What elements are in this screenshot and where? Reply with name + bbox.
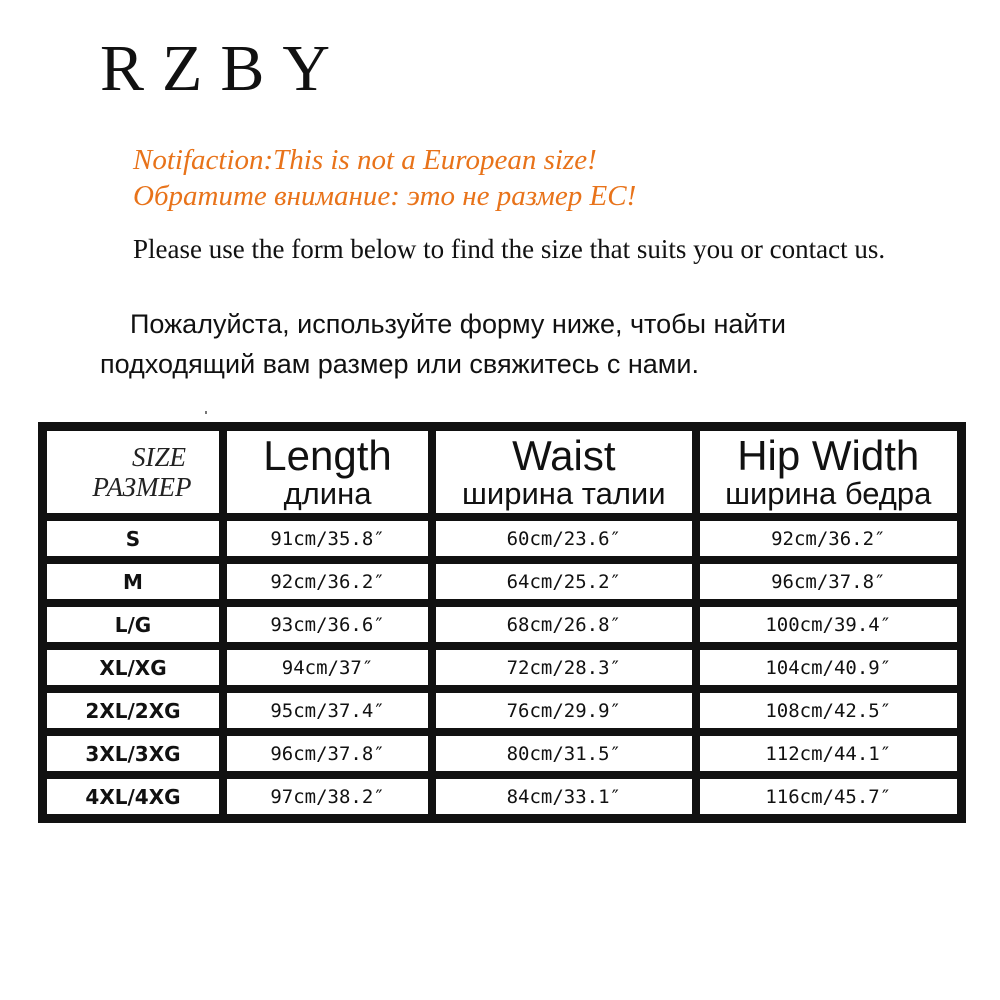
length-cell: 92cm/36.2″	[223, 560, 432, 603]
hip-cell: 116cm/45.7″	[696, 775, 961, 818]
length-cell: 96cm/37.8″	[223, 732, 432, 775]
table-header-row	[43, 427, 961, 517]
length-cell: 95cm/37.4″	[223, 689, 432, 732]
hip-cell: 100cm/39.4″	[696, 603, 961, 646]
waist-cell: 64cm/25.2″	[432, 560, 695, 603]
header-length-en: Length	[263, 432, 392, 479]
size-cell: S	[43, 517, 223, 560]
length-cell: 97cm/38.2″	[223, 775, 432, 818]
header-hip-ru: ширина бедра	[725, 476, 932, 511]
waist-cell: 76cm/29.9″	[432, 689, 695, 732]
hip-cell: 92cm/36.2″	[696, 517, 961, 560]
header-length-ru: длина	[283, 476, 372, 511]
table-row	[43, 775, 961, 818]
header-size	[43, 427, 223, 517]
header-length	[223, 427, 432, 517]
size-cell: XL/XG	[43, 646, 223, 689]
header-size-ru: РАЗМЕР	[92, 472, 192, 502]
table-row	[43, 732, 961, 775]
waist-cell: 84cm/33.1″	[432, 775, 695, 818]
hip-cell: 104cm/40.9″	[696, 646, 961, 689]
waist-cell: 60cm/23.6″	[432, 517, 695, 560]
header-hip	[696, 427, 961, 517]
brand-logo: RZBY	[100, 32, 349, 105]
header-hip-en: Hip Width	[737, 432, 920, 479]
waist-cell: 80cm/31.5″	[432, 732, 695, 775]
intro-text-en: Please use the form below to find the size that suits you or contact us.	[133, 234, 886, 264]
table-row	[43, 603, 961, 646]
hip-cell: 108cm/42.5″	[696, 689, 961, 732]
table-row	[43, 646, 961, 689]
header-waist	[432, 427, 695, 517]
divider-mark	[205, 411, 207, 414]
size-cell: 2XL/2XG	[43, 689, 223, 732]
header-waist-ru: ширина талии	[462, 476, 666, 511]
size-cell: L/G	[43, 603, 223, 646]
table-row	[43, 689, 961, 732]
hip-cell: 96cm/37.8″	[696, 560, 961, 603]
header-size-en: SIZE	[131, 442, 186, 472]
size-cell: M	[43, 560, 223, 603]
size-cell: 3XL/3XG	[43, 732, 223, 775]
size-chart-table	[38, 422, 966, 823]
length-cell: 93cm/36.6″	[223, 603, 432, 646]
table-row	[43, 517, 961, 560]
header-waist-en: Waist	[512, 432, 616, 479]
notice-line-ru: Обратите внимание: это не размер ЕС!	[133, 180, 637, 212]
size-cell: 4XL/4XG	[43, 775, 223, 818]
intro-text-ru: Пожалуйста, используйте форму ниже, чтобы найти подходящий вам размер или свяжитесь с нами.	[100, 309, 786, 379]
table-row	[43, 560, 961, 603]
waist-cell: 68cm/26.8″	[432, 603, 695, 646]
length-cell: 91cm/35.8″	[223, 517, 432, 560]
waist-cell: 72cm/28.3″	[432, 646, 695, 689]
length-cell: 94cm/37″	[223, 646, 432, 689]
hip-cell: 112cm/44.1″	[696, 732, 961, 775]
size-notice	[133, 142, 636, 214]
notice-line-en: Notifaction:This is not a European size!	[133, 144, 597, 176]
